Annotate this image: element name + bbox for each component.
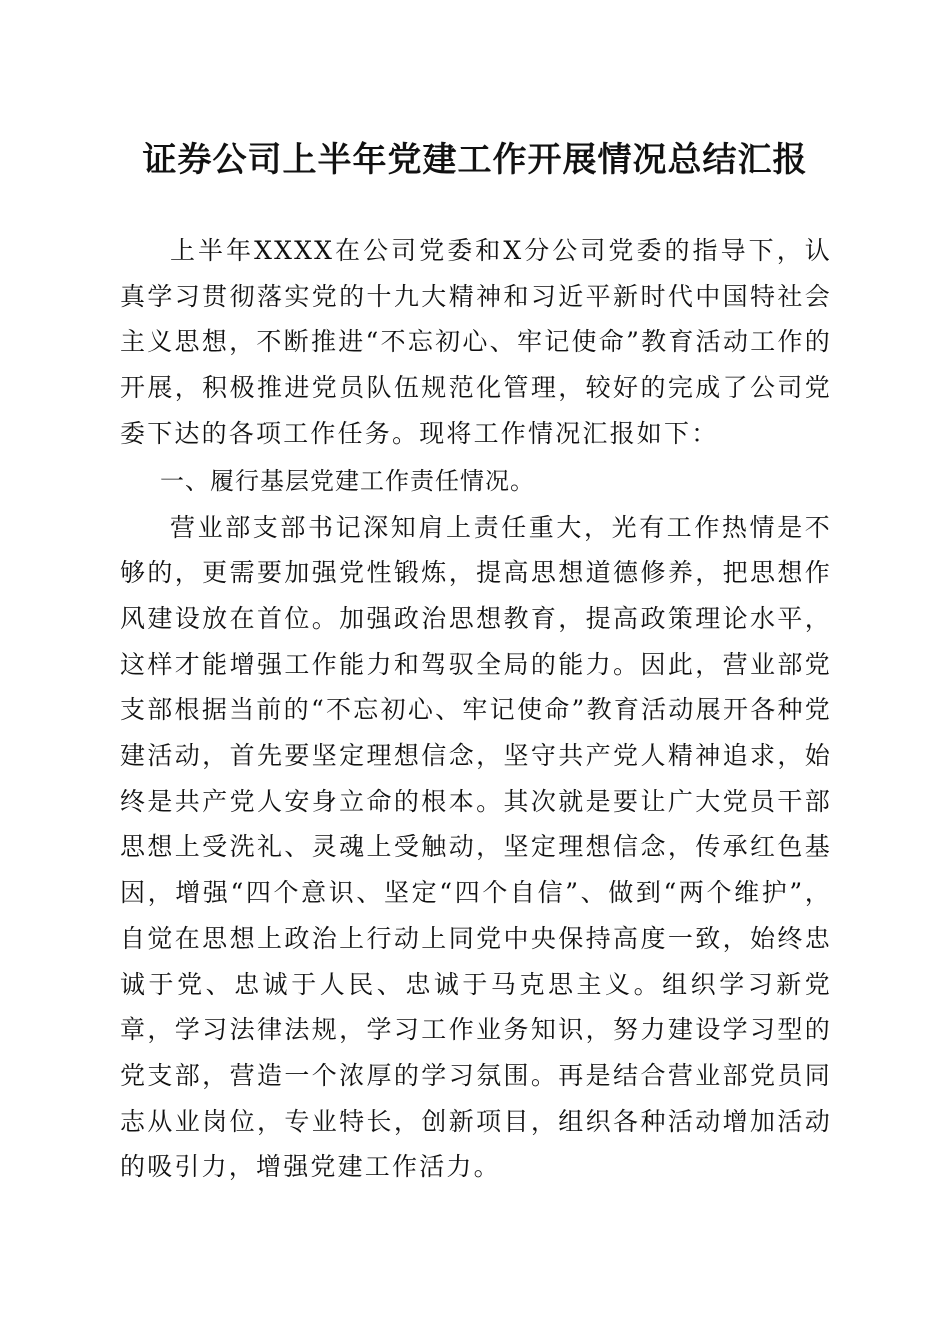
document-body	[120, 228, 832, 1190]
intro-paragraph: 上半年XXXX在公司党委和X分公司党委的指导下，认真学习贯彻落实党的十九大精神和习近平新时代中国特社会主义思想，不断推进“不忘初心、牢记使命”教育活动工作的开展，积极推进党员队伍规范化管理，较好的完成了公司党委下达的各项工作任务。现将工作情况汇报如下：	[120, 236, 832, 448]
section-paragraph: 营业部支部书记深知肩上责任重大，光有工作热情是不够的，更需要加强党性锻炼，提高思想道德修养，把思想作风建设放在首位。加强政治思想教育，提高政策理论水平，这样才能增强工作能力和驾驭全局的能力。因此，营业部党支部根据当前的“不忘初心、牢记使命”教育活动展开各种党建活动，首先要坚定理想信念，坚守共产党人精神追求，始终是共产党人安身立命的根本。其次就是要让广大党员干部思想上受洗礼、灵魂上受触动，坚定理想信念，传承红色基因，增强“四个意识、坚定“四个自信”、做到“两个维护”，自觉在思想上政治上行动上同党中央保持高度一致，始终忠诚于党、忠诚于人民、忠诚于马克思主义。组织学习新党章，学习法律法规，学习工作业务知识，努力建设学习型的党支部，营造一个浓厚的学习氛围。再是结合营业部党员同志从业岗位，专业特长，创新项目，组织各种活动增加活动的吸引力，增强党建工作活力。	[120, 512, 832, 1182]
section-heading: 一、履行基层党建工作责任情况。	[160, 466, 535, 495]
document-title: 证券公司上半年党建工作开展情况总结汇报	[142, 140, 808, 180]
